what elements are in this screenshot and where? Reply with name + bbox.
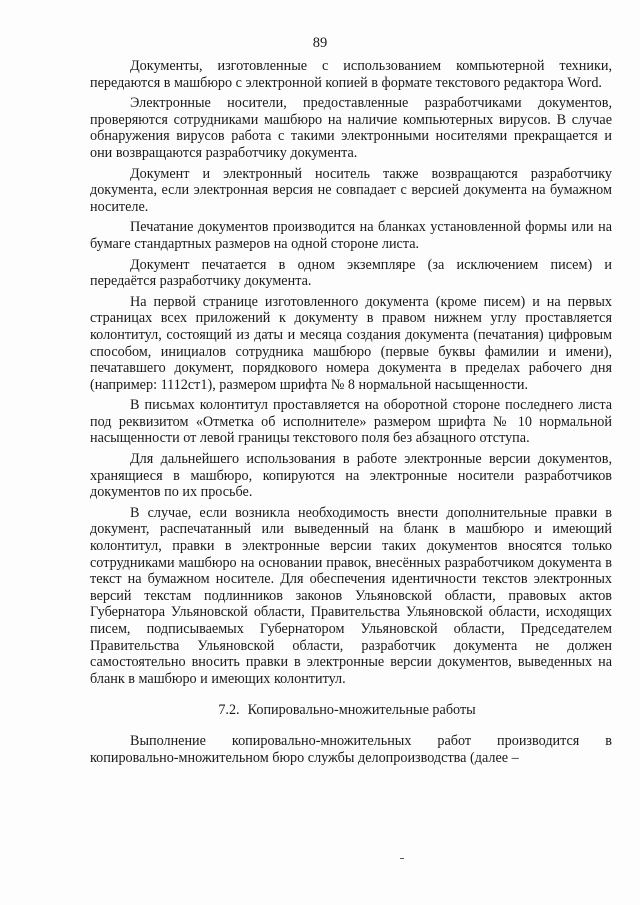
paragraph-word-format: Документы, изготовленные с использованием компьютерной техники, передаются в машбюро с электронной копией в формате текстового редактора Word. <box>90 58 612 91</box>
paragraph-printing-forms: Печатание документов производится на бланках установленной формы или на бумаге стандартных размеров на одной стороне листа. <box>90 219 612 252</box>
paragraph-footer-first-page: На первой странице изготовленного документа (кроме писем) и на первых страницах всех приложений к документу в правом нижнем углу проставляется колонтитул, состоящий из даты и месяца создания документа (печатания) цифровым способом, инициалов сотрудника машбюро (первые буквы фамилии и имени), печатавшего документ, порядкового номера документа в пределах рабочего дня (например: 1112ст1), размером шрифта № 8 нормальной насыщенности. <box>90 293 612 393</box>
paragraph-additional-edits: В случае, если возникла необходимость внести дополнительные правки в документ, распечатанный или выведенный на бланк в машбюро и имеющий колонтитул, правки в электронные версии таких документов вносятся только сотрудниками машбюро на основании правок, внесённых разработчиком документа в текст на бумажном носителе. Для обеспечения идентичности текстов электронных версий текстам подлинников законов Ульяновской области, правовых актов Губернатора Ульяновской области, Правительства Ульяновской области, исходящих писем, подписываемых Губернатором Ульяновской области, Председателем Правительства Ульяновской области, разработчик документа не должен самостоятельно вносить правки в электронные версии документов, выведенных на бланк в машбюро и имеющих колонтитул. <box>90 504 612 687</box>
page-number: 89 <box>312 35 328 51</box>
paragraph-electronic-copies: Для дальнейшего использования в работе электронные версии документов, хранящиеся в машбюро, копируются на электронные носители разработчиков документов по их просьбе. <box>90 451 612 501</box>
section-heading <box>90 702 612 719</box>
section-number: 7.2. <box>218 702 240 719</box>
section-title: Копировально-множительные работы <box>247 702 476 719</box>
paragraph-single-copy: Документ печатается в одном экземпляре (за исключением писем) и передаётся разработчику документа. <box>90 256 612 290</box>
paragraph-virus-check: Электронные носители, предоставленные разработчиками документов, проверяются сотрудниками машбюро на наличие компьютерных вирусов. В случае обнаружения вирусов работа с такими электронными носителями прекращается и они возвращаются разработчику документа. <box>90 95 612 161</box>
paragraph-copying-bureau: Выполнение копировально-множительных работ производится в копировально-множительном бюро службы делопроизводства (далее – <box>90 732 612 766</box>
paragraph-version-mismatch: Документ и электронный носитель также возвращаются разработчику документа, если электронная версия не совпадает с версией документа на бумажном носителе. <box>90 165 612 215</box>
paragraph-footer-letters: В письмах колонтитул проставляется на оборотной стороне последнего листа под реквизитом «Отметка об исполнителе» размером шрифта № 10 нормальной насыщенности от левой границы текстового поля без абзацного отступа. <box>90 397 612 447</box>
document-body <box>90 58 612 770</box>
scan-mark <box>400 858 404 859</box>
